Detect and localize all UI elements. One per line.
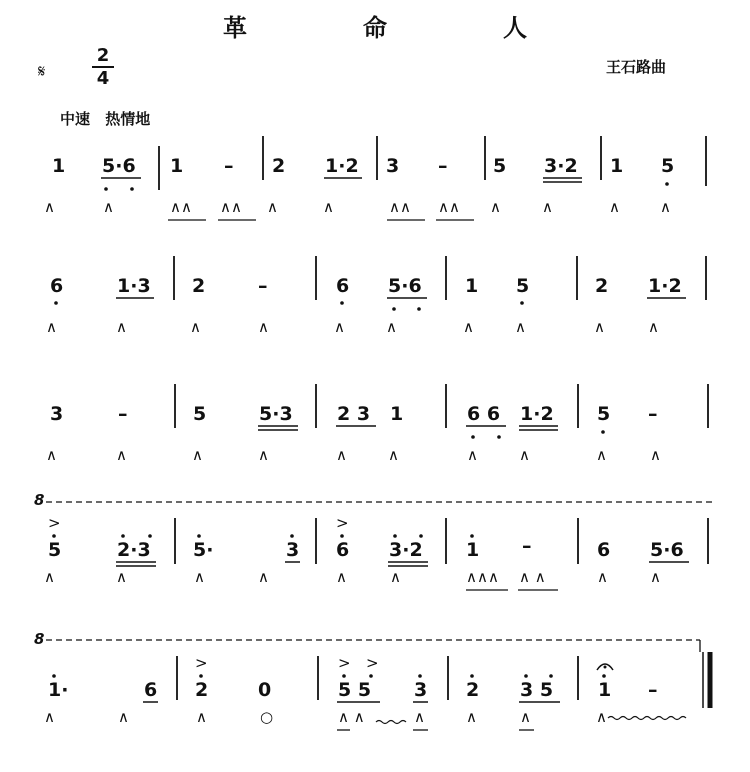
note: 5·6: [650, 539, 684, 561]
stroke-mark: ∧: [609, 198, 620, 216]
stroke-mark: ∧: [466, 708, 477, 726]
note: 0: [258, 679, 272, 701]
stroke-mark: ∧: [44, 568, 55, 586]
note: 5·: [193, 539, 214, 561]
note: 3: [414, 679, 428, 701]
stroke-mark: ∧ ∧: [338, 708, 365, 726]
note: 5: [597, 403, 611, 425]
stroke-mark: ∧: [596, 446, 607, 464]
line-5: [34, 630, 710, 730]
note: 3·2: [389, 539, 423, 561]
note: 1: [52, 155, 66, 177]
stroke-mark: ∧: [596, 708, 607, 726]
note: 5: [193, 403, 207, 425]
stroke-mark: ∧: [323, 198, 334, 216]
note: 5: [516, 275, 530, 297]
note: 1: [170, 155, 184, 177]
line-3: [46, 384, 708, 464]
stroke-mark: ∧: [650, 446, 661, 464]
note: 6: [597, 539, 611, 561]
note: 1·: [48, 679, 69, 701]
note: 2: [192, 275, 206, 297]
composer: 王石路曲: [606, 58, 667, 76]
stroke-mark: ∧∧: [389, 198, 411, 216]
note: 2: [195, 679, 209, 701]
tempo-marking: 中速 热情地: [60, 110, 151, 128]
note: 1·2: [648, 275, 682, 297]
note: 3: [50, 403, 64, 425]
line-4: [34, 491, 714, 590]
note: 2: [272, 155, 286, 177]
stroke-mark: ∧∧: [220, 198, 242, 216]
stroke-mark: ∧: [334, 318, 345, 336]
note: 6: [50, 275, 64, 297]
note: –: [438, 155, 448, 177]
stroke-mark: ∧: [103, 198, 114, 216]
note: 1: [466, 539, 480, 561]
stroke-mark: ∧: [463, 318, 474, 336]
note: 1: [390, 403, 404, 425]
stroke-mark: ∧: [660, 198, 671, 216]
stroke-mark: ∧: [44, 198, 55, 216]
stroke-mark: ∧: [542, 198, 553, 216]
note: 3·2: [544, 155, 578, 177]
note: 1: [598, 679, 612, 701]
stroke-mark: ∧: [388, 446, 399, 464]
note: 2 3: [337, 403, 371, 425]
stroke-mark: ∧: [390, 568, 401, 586]
note: 5·6: [388, 275, 422, 297]
note: 6 6: [467, 403, 501, 425]
note: 5: [661, 155, 675, 177]
segno-icon: 𝄋: [38, 62, 46, 82]
accent-mark: >: [338, 654, 351, 672]
note: 3: [386, 155, 400, 177]
stroke-mark: ∧ ∧: [519, 568, 546, 586]
note: 5: [48, 539, 62, 561]
stroke-mark: ∧: [44, 708, 55, 726]
stroke-mark: ∧: [515, 318, 526, 336]
stroke-mark: ∧: [194, 568, 205, 586]
stroke-mark: ∧: [520, 708, 531, 726]
octave-mark: 8: [34, 491, 45, 509]
stroke-mark: ∧: [116, 568, 127, 586]
note: –: [224, 155, 234, 177]
note: 1: [465, 275, 479, 297]
accent-mark: >: [336, 514, 349, 532]
stroke-mark: ∧: [490, 198, 501, 216]
accent-mark: >: [195, 654, 208, 672]
stroke-mark: ∧: [258, 318, 269, 336]
note: –: [258, 275, 268, 297]
stroke-mark: ∧∧: [438, 198, 460, 216]
tremolo-wave: [608, 717, 686, 720]
note: 3: [286, 539, 300, 561]
stroke-mark: ∧: [116, 446, 127, 464]
note: 1·3: [117, 275, 151, 297]
note: –: [118, 403, 128, 425]
time-signature-bottom: 4: [96, 68, 110, 89]
note: 2: [595, 275, 609, 297]
stroke-mark: ∧: [46, 446, 57, 464]
stroke-mark: ∧∧∧: [466, 568, 499, 586]
octave-mark: 8: [34, 630, 45, 648]
stroke-mark: ∧: [258, 568, 269, 586]
score-title: 革 命 人: [223, 14, 573, 42]
note: 5·6: [102, 155, 136, 177]
stroke-mark: ∧: [336, 568, 347, 586]
note: –: [648, 403, 658, 425]
line-2: [46, 256, 706, 336]
stroke-mark: ∧: [196, 708, 207, 726]
stroke-mark: ∧: [597, 568, 608, 586]
stroke-mark: ∧: [650, 568, 661, 586]
stroke-mark: ∧: [648, 318, 659, 336]
note: 6: [144, 679, 158, 701]
note: 1: [610, 155, 624, 177]
note: 2·3: [117, 539, 151, 561]
stroke-mark: ∧: [519, 446, 530, 464]
note: 1·2: [520, 403, 554, 425]
note: 3 5: [520, 679, 554, 701]
time-signature-top: 2: [96, 45, 110, 66]
stroke-mark: ∧: [414, 708, 425, 726]
stroke-mark: ∧: [116, 318, 127, 336]
accent-mark: >: [366, 654, 379, 672]
stroke-mark: ∧: [386, 318, 397, 336]
accent-mark: >: [48, 514, 61, 532]
stroke-mark: ○: [260, 708, 274, 726]
stroke-mark: ∧: [594, 318, 605, 336]
stroke-mark: ∧: [267, 198, 278, 216]
stroke-mark: ∧: [192, 446, 203, 464]
note: 5 5: [338, 679, 372, 701]
note: 1·2: [325, 155, 359, 177]
stroke-mark: ∧: [467, 446, 478, 464]
note: 5·3: [259, 403, 293, 425]
note: 5: [493, 155, 507, 177]
tremolo-wave: [376, 721, 406, 724]
stroke-mark: ∧: [118, 708, 129, 726]
stroke-mark: ∧: [336, 446, 347, 464]
note: 2: [466, 679, 480, 701]
stroke-mark: ∧∧: [170, 198, 192, 216]
stroke-mark: ∧: [190, 318, 201, 336]
stroke-mark: ∧: [46, 318, 57, 336]
line-1: [44, 136, 706, 220]
note: 6: [336, 539, 350, 561]
note: 6: [336, 275, 350, 297]
note: –: [648, 679, 658, 701]
stroke-mark: ∧: [258, 446, 269, 464]
note: –: [522, 535, 532, 557]
